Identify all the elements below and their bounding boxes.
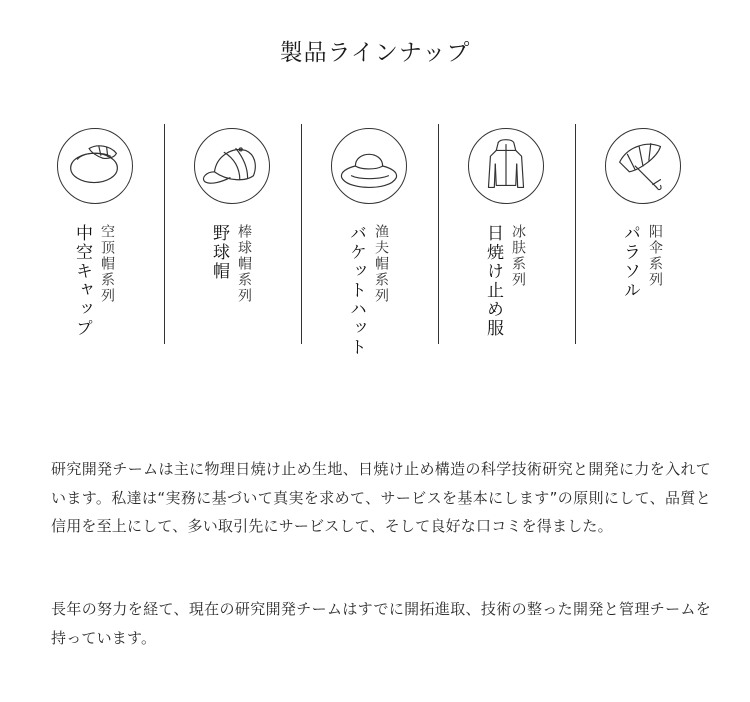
product-name: 日焼け止め服 bbox=[483, 224, 503, 338]
product-name: 中空キャップ bbox=[72, 224, 92, 338]
product-umbrella bbox=[578, 124, 715, 384]
divider bbox=[301, 124, 302, 344]
jacket-icon bbox=[468, 128, 544, 204]
product-series: 空顶帽系列 bbox=[99, 224, 115, 304]
product-series: 棒球帽系列 bbox=[236, 224, 252, 304]
product-name: パラソル bbox=[620, 224, 640, 300]
intro-paragraph-1: 研究開発チームは主に物理日焼け止め生地、日焼け止め構造の科学技術研究と開発に力を入れています。私達は“実務に基づいて真実を求めて、サービスを基本にします”の原則にして、品質と信用を至上にして、多い取引先にサービスして、そして良好な口コミを得ました。 bbox=[51, 460, 711, 535]
product-visor bbox=[30, 124, 167, 384]
product-series: 渔夫帽系列 bbox=[373, 224, 389, 304]
bucket-hat-icon bbox=[331, 128, 407, 204]
intro-paragraph-2: 長年の努力を経て、現在の研究開発チームはすでに開拓進取、技術の整った開発と管理チームを持っています。 bbox=[51, 600, 711, 647]
product-name: 野球帽 bbox=[209, 224, 229, 281]
page-title: 製品ラインナップ bbox=[279, 40, 471, 66]
product-series: 阳伞系列 bbox=[647, 224, 663, 288]
baseball-cap-icon bbox=[194, 128, 270, 204]
divider bbox=[575, 124, 576, 344]
product-name: バケットハット bbox=[346, 224, 366, 357]
product-lineup bbox=[30, 124, 720, 384]
product-series: 冰肤系列 bbox=[510, 224, 526, 288]
divider bbox=[164, 124, 165, 344]
visor-icon bbox=[57, 128, 133, 204]
product-bucket-hat bbox=[304, 124, 441, 384]
product-baseball-cap bbox=[167, 124, 304, 384]
divider bbox=[438, 124, 439, 344]
umbrella-icon bbox=[605, 128, 681, 204]
product-jacket bbox=[441, 124, 578, 384]
